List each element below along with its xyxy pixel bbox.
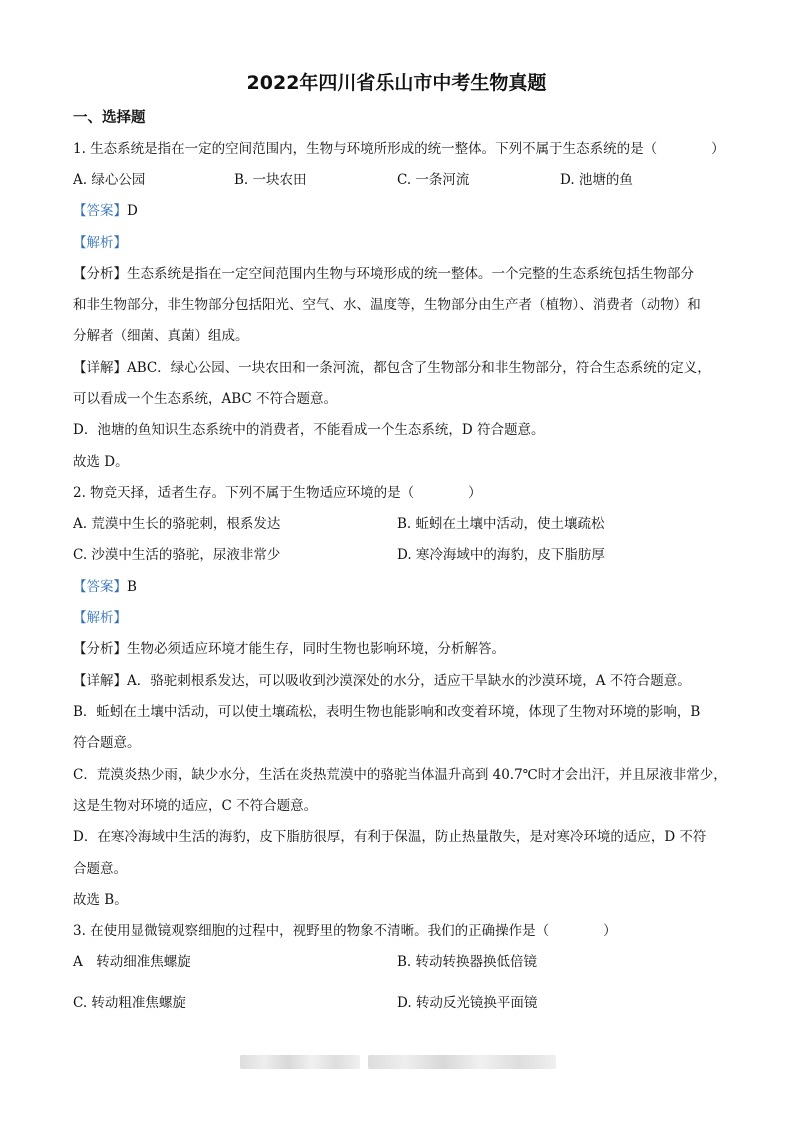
question-1-conclusion: 故选 D。 <box>73 454 129 470</box>
question-1-fenxi-line: 和非生物部分，非生物部分包括阳光、空气、水、温度等，生物部分由生产者（植物）、消费者（动物）和 <box>73 297 701 313</box>
question-3-option-a: A 转动细准焦螺旋 <box>73 954 191 970</box>
question-1-option-a: A. 绿心公园 <box>73 172 146 188</box>
question-3-stem: 3. 在使用显微镜观察细胞的过程中，视野里的物象不清晰。我们的正确操作是（ ） <box>73 923 617 939</box>
question-3-option-c: C. 转动粗准焦螺旋 <box>73 995 186 1011</box>
fenxi-text: 生物必须适应环境才能生存，同时生物也影响环境，分析解答。 <box>127 641 505 657</box>
answer-tag: 【答案】 <box>73 203 127 219</box>
question-2-option-a: A. 荒漠中生长的骆驼刺，根系发达 <box>73 516 281 532</box>
question-1-analysis-tag: 【解析】 <box>73 235 127 251</box>
section-heading: 一、选择题 <box>73 110 146 126</box>
answer-value: D <box>127 203 138 219</box>
xiangjie-tag: 【详解】 <box>73 360 127 376</box>
question-2-conclusion: 故选 B。 <box>73 892 128 908</box>
question-1-stem: 1. 生态系统是指在一定的空间范围内，生物与环境所形成的统一整体。下列不属于生态系统的是（ ） <box>73 141 725 157</box>
question-1-answer <box>73 201 138 221</box>
xiangjie-tag: 【详解】 <box>73 673 127 689</box>
question-2-xiangjie-line <box>73 671 691 691</box>
question-2-xiangjie-line: D．在寒冷海域中生活的海豹，皮下脂肪很厚，有利于保温，防止热量散失，是对寒冷环境的适应，D 不符 <box>73 829 707 845</box>
question-1-option-c: C. 一条河流 <box>397 172 470 188</box>
question-2-xiangjie-line: 合题意。 <box>73 861 127 877</box>
question-3-option-d: D. 转动反光镜换平面镜 <box>397 995 538 1011</box>
fenxi-text: 生态系统是指在一定空间范围内生物与环境形成的统一整体。一个完整的生态系统包括生物部分 <box>127 266 694 282</box>
question-2-answer <box>73 577 137 597</box>
fenxi-tag: 【分析】 <box>73 641 127 657</box>
question-1-xiangjie-line <box>73 358 711 378</box>
question-2-option-c: C. 沙漠中生活的骆驼，尿液非常少 <box>73 547 281 563</box>
footer-watermark-left <box>240 1055 360 1069</box>
question-1-fenxi-line <box>73 264 694 284</box>
xiangjie-text: A．骆驼刺根系发达，可以吸收到沙漠深处的水分，适应干旱缺水的沙漠环境，A 不符合题意。 <box>127 673 691 689</box>
document-title: 2022年四川省乐山市中考生物真题 <box>246 72 547 94</box>
question-3-option-b: B. 转动转换器换低倍镜 <box>397 954 538 970</box>
answer-value: B <box>127 579 137 595</box>
question-1-xiangjie-line: D．池塘的鱼知识生态系统中的消费者，不能看成一个生态系统，D 符合题意。 <box>73 422 545 438</box>
question-2-stem: 2. 物竞天择，适者生存。下列不属于生物适应环境的是（ ） <box>73 485 482 501</box>
question-2-xiangjie-line: 这是生物对环境的适应，C 不符合题意。 <box>73 798 318 814</box>
question-2-fenxi-line <box>73 639 505 659</box>
question-1-xiangjie-line: 可以看成一个生态系统，ABC 不符合题意。 <box>73 391 338 407</box>
fenxi-tag: 【分析】 <box>73 266 127 282</box>
answer-tag: 【答案】 <box>73 579 127 595</box>
question-2-option-d: D. 寒冷海域中的海豹，皮下脂肪厚 <box>397 547 605 563</box>
footer-watermark-right <box>368 1055 556 1069</box>
question-1-option-d: D. 池塘的鱼 <box>560 172 633 188</box>
question-2-xiangjie-line: 符合题意。 <box>73 735 141 751</box>
question-2-xiangjie-line: B．蚯蚓在土壤中活动，可以使土壤疏松，表明生物也能影响和改变着环境，体现了生物对环境的影响，B <box>73 704 701 720</box>
question-1-fenxi-line: 分解者（细菌、真菌）组成。 <box>73 328 249 344</box>
question-1-option-b: B. 一块农田 <box>234 172 307 188</box>
question-2-analysis-tag: 【解析】 <box>73 610 127 626</box>
xiangjie-text: ABC．绿心公园、一块农田和一条河流，都包含了生物部分和非生物部分，符合生态系统的定义， <box>127 360 711 376</box>
question-2-xiangjie-line: C．荒漠炎热少雨，缺少水分，生活在炎热荒漠中的骆驼当体温升高到 40.7℃时才会出汗，并且尿液非常少， <box>73 767 727 783</box>
question-2-option-b: B. 蚯蚓在土壤中活动，使土壤疏松 <box>397 516 605 532</box>
